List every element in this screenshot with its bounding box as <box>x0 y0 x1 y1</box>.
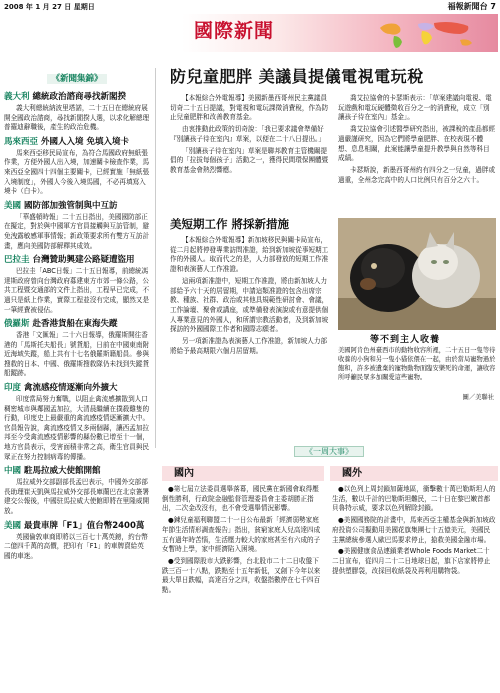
international-events <box>332 485 496 690</box>
section-title: 國際新聞 <box>194 20 275 42</box>
paragraph: 由衷推動此政策的切奇說：「我已要求議會準備好『別讓孩子待在室內』草案，以便在二十八日提出。」 <box>170 125 325 143</box>
brief-item <box>4 383 150 462</box>
main-story-col1 <box>170 94 330 178</box>
issue-date: 2008 年 1 月 27 日 星期日 <box>4 3 95 11</box>
second-story-body <box>170 236 330 358</box>
brief-source: 美國 <box>4 520 22 531</box>
brief-body: 馬拉威外交部副部長孟巴表示，中國外交部部長助理崔天凱與馬拉威外交部長庫蘭巴在北京簽署建交公報後，中國驻馬拉威大使館即將在里隆威開放。 <box>4 478 150 515</box>
event-item: ●以色列上周封鎖加薩地區，衝擊數十萬巴勒斯坦人的生活，數以千計的巴勒斯坦難民，二十日在黎巴嫩首都貝魯特示威，要求以色列解除封鎖。 <box>332 485 496 513</box>
brief-title: 最貴車牌「F1」值台幣2400萬 <box>23 520 145 531</box>
event-item: ●受到國際股市大跌影響，台北股市二十二日收盤下跌三百一十八點，跌點至十五年新低，又創下今年以來最大單日跌幅，高達百分之四，收盤指數停在七千四百點。 <box>162 556 321 595</box>
paragraph: 【本報綜合外電報導】新加坡移民與關卡局宣布，從二月起將停發專業訪問准證，給到新加坡從事短期工作的外國人。取而代之的是，人力部發放的短期工作准證和表演藝人工作准證。 <box>170 236 329 274</box>
brief-source: 美國 <box>4 200 22 211</box>
section-page: 福報新聞台 7 <box>447 2 496 11</box>
brief-title: 赴香港貨船在東海失蹤 <box>32 319 118 330</box>
brief-source: 俄羅斯 <box>4 319 30 330</box>
brief-title: 禽流感疫情逐漸向外擴大 <box>23 383 118 394</box>
paragraph: 這兩項新准證中，短期工作准證，將由新加坡人力部給予六十天的居留期，申請這類准證的包含出席宗教、種族、社群、政治或其他具規範性研討會、會議，工作論壇、聚會或講座，或準備發表演說或有意提供個人專業意見的外國人，和所謂宗教活動者，及到新加坡探訪的外國國際工作者和國際志願者。 <box>170 276 329 334</box>
event-item: ●美國國務院的計畫中，馬來西亞主權基金與新加坡政府投資公司擬動用美國花旗集團七十五億美元，美國民主黨總統參選人歐巴馬要求停止，搶救美國金融市場。 <box>332 516 496 544</box>
brief-source: 巴拉圭 <box>4 255 30 266</box>
brief-body: 香港「文匯報」二十六日報導，俄羅斯開往香港的「馬斯托夫船長」號貨船，日前在中國東南附近海域失蹤，船上共有十七名俄羅斯籍船員。參與搜救的日本、中國、俄羅斯搜救隊仍未找到失蹤貨船蹤跡。 <box>4 331 150 378</box>
brief-title: 國防部加強管制與中互訪 <box>23 200 118 211</box>
paragraph: 「別讓孩子待在室內」草案是聯邦教育主管機關提倡的「拉拔每個孩子」活動之一，獲得民間環保團體暨教育基金會熱烈響應。 <box>170 146 329 174</box>
brief-body: 馬來西亞移民局宣布，為符合馬國政府無紙張作業，方便外國人出入境，加速關卡檢查作業，馬來西亞全國四十四個主要關卡，已經實施「無紙張入境制度」，外國人今後入境馬國，不必再填寫入境卡（白卡）。 <box>4 148 150 196</box>
brief-source: 中國 <box>4 466 22 477</box>
section-banner <box>182 14 498 52</box>
news-briefs <box>4 88 150 691</box>
brief-body: 印度當局努力奮戰，以阻止禽流感擴散到人口稠密城市與鄰國孟加拉，大清晨繼續在撲殺雞隻的行動，印度史上最嚴重的禽流感疫情逐漸擴大中。官員報告說，禽流感疫情又多兩個縣，讓西孟加拉邦至今受禽流感疫情影響的縣份數已增至十一個，地方官員表示，受害面積非常之高，衛生官員與民眾正在努力控制病毒的傳播。 <box>4 395 150 461</box>
brief-item <box>4 92 150 133</box>
briefs-title: 《新聞集錦》 <box>4 72 150 84</box>
brief-title: 台灣贊助興建公路疑遭盜用 <box>32 255 135 266</box>
puppy-kitten-photo <box>338 218 496 330</box>
brief-title: 外國人入境 免填入境卡 <box>40 136 129 147</box>
brief-item <box>4 466 150 516</box>
brief-title: 駐馬拉威大使館開館 <box>23 466 101 477</box>
brief-item <box>4 201 150 251</box>
brief-item <box>4 319 150 379</box>
brief-item <box>4 137 150 197</box>
paragraph: 卡瑟斯說，新墨西哥州約有四分之一兒童，過胖或過重，全州念完高中的人口比例只有百分之六十。 <box>338 165 496 184</box>
brief-title: 總統政治諮商尋找新閣揆 <box>32 92 126 102</box>
paragraph: 喬艾拉協會的卡瑟斯表示：「草案建議向電視、電玩遊戲和電玩硬體徵收百分之一的消費稅，成立「別讓孩子待在室內」基金」。 <box>338 94 492 122</box>
brief-body: 義大利總統納波里塔諾，二十五日在總統府展開全國政治諮商，尋找新閣揆人選，以求化解總理普羅迪辭職後，產生的政治危機。 <box>4 104 150 132</box>
paragraph: 另一項新准證為表演藝人工作准證，新加坡人力部將給予最高期限六個月居留期。 <box>170 337 328 355</box>
international-header: 國外 <box>330 466 498 481</box>
brief-source: 馬來西亞 <box>4 136 39 147</box>
news-photo <box>338 218 496 330</box>
brief-body: 英國倫敦車商即將以三百七十萬英鎊，約台幣二億四千萬的高價，把印有「F1」的車牌賣給英國的車迷。 <box>4 532 148 560</box>
weekly-title: 《一周大事》 <box>160 446 498 457</box>
main-headline: 防兒童肥胖 美議員提儀電視電玩稅 <box>170 67 424 86</box>
event-item: ●美國健康食品連鎖業者Whole Foods Market二十二日宣布，從四月二十二日地球日起，旗下店家將停止提供塑膠袋，改採回收紙袋及再利用購物袋。 <box>332 547 491 575</box>
brief-body: 「華盛頓時報」二十五日指出，美國國防部正在擬定，對於與中國軍方官員接觸與互訪管制，避免洩露敏感軍事情報；新政策要求所有雙方互訪計畫，應向美國防部解釋其成效。 <box>4 212 150 250</box>
second-headline: 美短期工作 將採新措施 <box>170 217 290 231</box>
photo-caption-title: 等不到主人收養 <box>370 335 441 345</box>
paragraph: 喬艾拉協會引述醫學研究指出，被課稅的產品都經過嚴謹研究，因為它們將學童肥胖、在校表現不體想、息息相關，此案能讓學童提升教學與自然等科目成績。 <box>338 125 496 163</box>
brief-source: 義大利 <box>4 92 30 102</box>
world-map-icon <box>372 18 492 50</box>
main-story-col2 <box>338 94 496 187</box>
column-divider <box>155 68 156 448</box>
domestic-events <box>162 485 324 690</box>
brief-item <box>4 255 150 315</box>
brief-body: 巴拉圭「ABC日報」二十五日報導，前總統馮達斯政府曾向台灣政府募建東方市郊一條公路，公共工程暨交通部的文件上指出，工程早已完成，不過只是紙上作業，實際工程並沒有完成，顯然又是一筆經費被侵佔。 <box>4 267 150 314</box>
event-item: ●鍊兒童福利聯盟二十一日公布最新「經濟弱勢家庭年節生活情形調查報告」指出，貧窮家庭人兒高達四成五有過年時苦惱，生活壓力較大的家庭甚至有六成的子女暫時上學，家中經濟陷入困境。 <box>162 516 321 554</box>
photo-credit: 圖／美聯社 <box>462 394 494 401</box>
photo-caption: 美國阿肯色州臺西市的動物收容所裡，二十五日一隻等待收養的小狗和另一隻小貓依偎在一起，由於當局寵物過於飽和，許多被遺棄的寵物動物面臨安樂死的命運，讓收容所呼籲民眾多加關愛這些寵物。 <box>338 347 496 381</box>
event-item: ●第七屆立法委員選舉落幕，國民黨在新國會取得壓倒性勝利，行政院金融監督管理委員會主委胡勝正指出，二次金改沒有，也不會受選舉情況影響。 <box>162 485 319 513</box>
domestic-header: 國內 <box>162 466 324 481</box>
brief-item <box>4 521 150 562</box>
brief-source: 印度 <box>4 383 22 394</box>
paragraph: 【本報綜合外電報導】美國新墨西哥州民主黨議員切奇二十五日提議，對電視和電玩課徵消費稅，作為防止兒童肥胖和改善教育基金。 <box>170 94 329 122</box>
